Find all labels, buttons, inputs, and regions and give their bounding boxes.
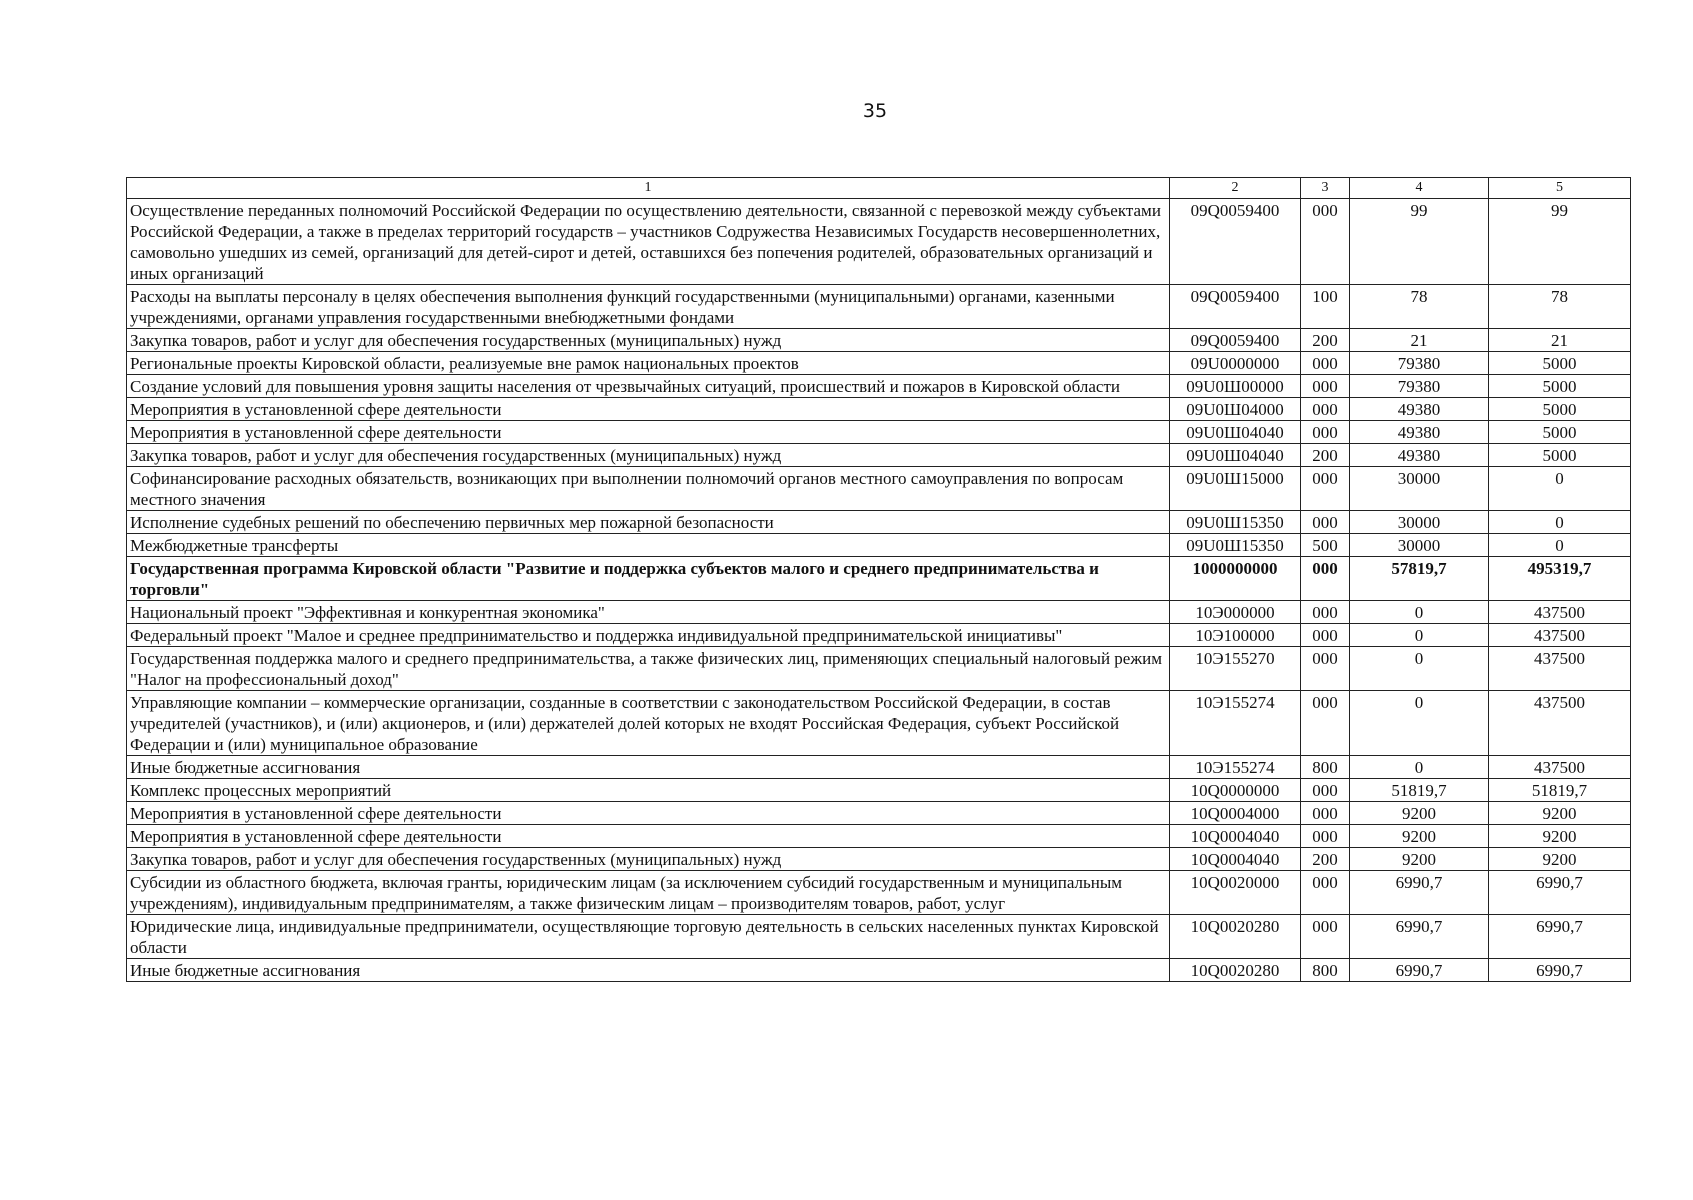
row-value-1-cell: 30000 — [1350, 511, 1489, 534]
row-kind-cell: 100 — [1301, 285, 1350, 329]
row-value-1-cell: 51819,7 — [1350, 779, 1489, 802]
row-code-cell: 10Q0020280 — [1170, 915, 1301, 959]
row-value-1-cell: 0 — [1350, 624, 1489, 647]
row-code-cell: 09U0Ш15350 — [1170, 534, 1301, 557]
table-row — [127, 199, 1631, 285]
table-row — [127, 959, 1631, 982]
table-row — [127, 756, 1631, 779]
row-code-cell: 09U0Ш15350 — [1170, 511, 1301, 534]
row-value-1-cell: 99 — [1350, 199, 1489, 285]
row-code-cell: 09U0Ш15000 — [1170, 467, 1301, 511]
row-name-cell: Закупка товаров, работ и услуг для обеспечения государственных (муниципальных) нужд — [127, 329, 1170, 352]
row-value-1-cell: 0 — [1350, 647, 1489, 691]
row-name-cell: Субсидии из областного бюджета, включая гранты, юридическим лицам (за исключением субсидий государственным и муниципальным учреждениям), индивидуальным предпринимателям, а также физическим лицам – производителям товаров, работ, услуг — [127, 871, 1170, 915]
row-value-2-cell: 0 — [1489, 511, 1631, 534]
budget-table — [126, 177, 1631, 982]
row-kind-cell: 000 — [1301, 915, 1350, 959]
table-row — [127, 647, 1631, 691]
table-row — [127, 825, 1631, 848]
row-code-cell: 09Q0059400 — [1170, 199, 1301, 285]
row-value-1-cell: 0 — [1350, 756, 1489, 779]
row-name-cell: Региональные проекты Кировской области, реализуемые вне рамок национальных проектов — [127, 352, 1170, 375]
row-kind-cell: 000 — [1301, 871, 1350, 915]
row-kind-cell: 000 — [1301, 467, 1350, 511]
row-kind-cell: 000 — [1301, 352, 1350, 375]
row-code-cell: 1000000000 — [1170, 557, 1301, 601]
row-value-2-cell: 437500 — [1489, 624, 1631, 647]
table-row — [127, 398, 1631, 421]
table-row — [127, 915, 1631, 959]
row-value-1-cell: 0 — [1350, 691, 1489, 756]
table-body — [127, 199, 1631, 982]
table-row — [127, 352, 1631, 375]
row-value-1-cell: 6990,7 — [1350, 959, 1489, 982]
row-value-2-cell: 99 — [1489, 199, 1631, 285]
row-value-1-cell: 6990,7 — [1350, 871, 1489, 915]
row-value-1-cell: 30000 — [1350, 467, 1489, 511]
table-row — [127, 802, 1631, 825]
row-value-1-cell: 57819,7 — [1350, 557, 1489, 601]
header-cell-value-1: 4 — [1350, 178, 1489, 199]
row-value-2-cell: 21 — [1489, 329, 1631, 352]
row-name-cell: Исполнение судебных решений по обеспечению первичных мер пожарной безопасности — [127, 511, 1170, 534]
row-value-2-cell: 6990,7 — [1489, 959, 1631, 982]
row-name-cell: Юридические лица, индивидуальные предприниматели, осуществляющие торговую деятельность в сельских населенных пунктах Кировской области — [127, 915, 1170, 959]
row-name-cell: Комплекс процессных мероприятий — [127, 779, 1170, 802]
row-code-cell: 09U0Ш04040 — [1170, 421, 1301, 444]
row-value-1-cell: 9200 — [1350, 802, 1489, 825]
row-name-cell: Мероприятия в установленной сфере деятельности — [127, 398, 1170, 421]
row-value-2-cell: 51819,7 — [1489, 779, 1631, 802]
row-code-cell: 10Э155274 — [1170, 756, 1301, 779]
header-cell-kind: 3 — [1301, 178, 1350, 199]
row-value-1-cell: 0 — [1350, 601, 1489, 624]
row-name-cell: Межбюджетные трансферты — [127, 534, 1170, 557]
row-name-cell: Иные бюджетные ассигнования — [127, 959, 1170, 982]
row-code-cell: 10Э000000 — [1170, 601, 1301, 624]
row-value-2-cell: 437500 — [1489, 691, 1631, 756]
header-row — [127, 178, 1631, 199]
row-name-cell: Федеральный проект "Малое и среднее предпринимательство и поддержка индивидуальной предпринимательской инициативы" — [127, 624, 1170, 647]
row-code-cell: 09Q0059400 — [1170, 329, 1301, 352]
row-name-cell: Национальный проект "Эффективная и конкурентная экономика" — [127, 601, 1170, 624]
row-name-cell: Создание условий для повышения уровня защиты населения от чрезвычайных ситуаций, происшествий и пожаров в Кировской области — [127, 375, 1170, 398]
row-value-2-cell: 9200 — [1489, 825, 1631, 848]
row-kind-cell: 000 — [1301, 624, 1350, 647]
table-row — [127, 691, 1631, 756]
row-value-1-cell: 79380 — [1350, 352, 1489, 375]
table-row — [127, 534, 1631, 557]
row-kind-cell: 000 — [1301, 398, 1350, 421]
row-kind-cell: 000 — [1301, 421, 1350, 444]
row-code-cell: 09U0Ш04000 — [1170, 398, 1301, 421]
row-code-cell: 09U0Ш00000 — [1170, 375, 1301, 398]
row-kind-cell: 000 — [1301, 825, 1350, 848]
row-code-cell: 10Э100000 — [1170, 624, 1301, 647]
row-value-1-cell: 21 — [1350, 329, 1489, 352]
row-kind-cell: 000 — [1301, 601, 1350, 624]
row-code-cell: 10Э155274 — [1170, 691, 1301, 756]
row-value-2-cell: 5000 — [1489, 444, 1631, 467]
row-code-cell: 10Q0020000 — [1170, 871, 1301, 915]
row-code-cell: 10Q0004040 — [1170, 848, 1301, 871]
row-value-2-cell: 495319,7 — [1489, 557, 1631, 601]
row-name-cell: Осуществление переданных полномочий Российской Федерации по осуществлению деятельности, связанной с перевозкой между субъектами Российской Федерации, а также в пределах территорий государств – участников Содружества Независимых Государств несовершеннолетних, самовольно ушедших из семей, организаций для детей-сирот и детей, оставшихся без попечения родителей, образовательных организаций и иных организаций — [127, 199, 1170, 285]
row-name-cell: Расходы на выплаты персоналу в целях обеспечения выполнения функций государственными (муниципальными) органами, казенными учреждениями, органами управления государственными внебюджетными фондами — [127, 285, 1170, 329]
row-name-cell: Иные бюджетные ассигнования — [127, 756, 1170, 779]
row-name-cell: Управляющие компании – коммерческие организации, созданные в соответствии с законодательством Российской Федерации, в состав учредителей (участников), и (или) акционеров, и (или) держателей долей которых не входят Российская Федерация, субъект Российской Федерации и (или) муниципальное образование — [127, 691, 1170, 756]
table-row — [127, 848, 1631, 871]
row-code-cell: 10Q0000000 — [1170, 779, 1301, 802]
row-name-cell: Мероприятия в установленной сфере деятельности — [127, 825, 1170, 848]
row-code-cell: 10Q0004040 — [1170, 825, 1301, 848]
table-row — [127, 444, 1631, 467]
row-name-cell: Государственная поддержка малого и среднего предпринимательства, а также физических лиц, применяющих специальный налоговый режим "Налог на профессиональный доход" — [127, 647, 1170, 691]
row-name-cell: Закупка товаров, работ и услуг для обеспечения государственных (муниципальных) нужд — [127, 444, 1170, 467]
row-value-1-cell: 78 — [1350, 285, 1489, 329]
row-value-2-cell: 6990,7 — [1489, 915, 1631, 959]
row-kind-cell: 000 — [1301, 691, 1350, 756]
row-kind-cell: 800 — [1301, 959, 1350, 982]
row-value-2-cell: 6990,7 — [1489, 871, 1631, 915]
row-code-cell: 09U0Ш04040 — [1170, 444, 1301, 467]
page-number: 35 — [862, 100, 888, 122]
row-name-cell: Мероприятия в установленной сфере деятельности — [127, 421, 1170, 444]
row-value-2-cell: 0 — [1489, 534, 1631, 557]
row-kind-cell: 000 — [1301, 199, 1350, 285]
row-kind-cell: 000 — [1301, 647, 1350, 691]
row-kind-cell: 800 — [1301, 756, 1350, 779]
row-code-cell: 10Э155270 — [1170, 647, 1301, 691]
row-name-cell: Мероприятия в установленной сфере деятельности — [127, 802, 1170, 825]
table-row — [127, 329, 1631, 352]
row-value-2-cell: 5000 — [1489, 352, 1631, 375]
row-value-2-cell: 5000 — [1489, 421, 1631, 444]
row-kind-cell: 000 — [1301, 375, 1350, 398]
row-value-2-cell: 9200 — [1489, 802, 1631, 825]
header-cell-name: 1 — [127, 178, 1170, 199]
table-row — [127, 601, 1631, 624]
row-value-2-cell: 437500 — [1489, 601, 1631, 624]
table-row — [127, 467, 1631, 511]
row-value-2-cell: 437500 — [1489, 756, 1631, 779]
row-value-2-cell: 5000 — [1489, 398, 1631, 421]
table-row — [127, 285, 1631, 329]
table-row — [127, 871, 1631, 915]
row-value-1-cell: 79380 — [1350, 375, 1489, 398]
row-value-1-cell: 6990,7 — [1350, 915, 1489, 959]
row-value-1-cell: 49380 — [1350, 421, 1489, 444]
row-code-cell: 10Q0020280 — [1170, 959, 1301, 982]
row-kind-cell: 000 — [1301, 511, 1350, 534]
row-name-cell: Государственная программа Кировской области "Развитие и поддержка субъектов малого и среднего предпринимательства и торговли" — [127, 557, 1170, 601]
row-kind-cell: 200 — [1301, 444, 1350, 467]
table-row — [127, 557, 1631, 601]
table-row — [127, 421, 1631, 444]
row-value-1-cell: 9200 — [1350, 848, 1489, 871]
header-cell-code: 2 — [1170, 178, 1301, 199]
row-kind-cell: 000 — [1301, 779, 1350, 802]
row-kind-cell: 200 — [1301, 848, 1350, 871]
table-row — [127, 375, 1631, 398]
header-cell-value-2: 5 — [1489, 178, 1631, 199]
row-value-2-cell: 5000 — [1489, 375, 1631, 398]
row-code-cell: 10Q0004000 — [1170, 802, 1301, 825]
row-code-cell: 09U0000000 — [1170, 352, 1301, 375]
row-value-2-cell: 9200 — [1489, 848, 1631, 871]
row-kind-cell: 000 — [1301, 557, 1350, 601]
row-code-cell: 09Q0059400 — [1170, 285, 1301, 329]
row-value-2-cell: 437500 — [1489, 647, 1631, 691]
row-value-2-cell: 78 — [1489, 285, 1631, 329]
row-kind-cell: 000 — [1301, 802, 1350, 825]
row-kind-cell: 500 — [1301, 534, 1350, 557]
row-kind-cell: 200 — [1301, 329, 1350, 352]
row-value-1-cell: 9200 — [1350, 825, 1489, 848]
table-row — [127, 511, 1631, 534]
row-name-cell: Софинансирование расходных обязательств, возникающих при выполнении полномочий органов местного самоуправления по вопросам местного значения — [127, 467, 1170, 511]
row-value-1-cell: 49380 — [1350, 398, 1489, 421]
table-row — [127, 624, 1631, 647]
row-value-1-cell: 30000 — [1350, 534, 1489, 557]
row-value-2-cell: 0 — [1489, 467, 1631, 511]
table-row — [127, 779, 1631, 802]
row-name-cell: Закупка товаров, работ и услуг для обеспечения государственных (муниципальных) нужд — [127, 848, 1170, 871]
row-value-1-cell: 49380 — [1350, 444, 1489, 467]
